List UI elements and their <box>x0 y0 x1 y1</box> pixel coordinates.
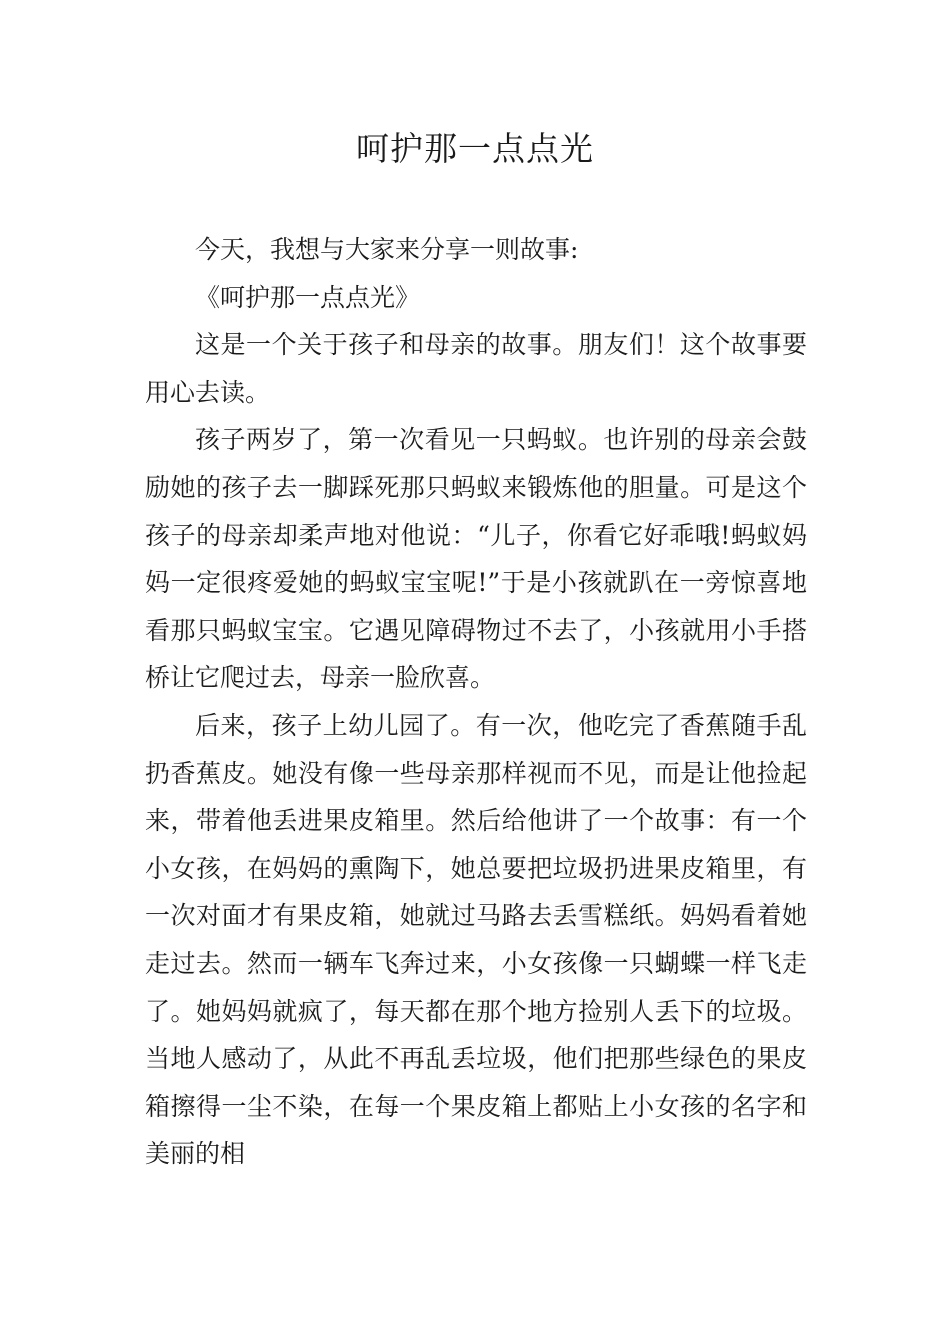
document-body <box>145 226 807 1178</box>
paragraph-story-title: 《呵护那一点点光》 <box>195 282 421 312</box>
document-title: 呵护那一点点光 <box>356 129 594 168</box>
paragraph-preface: 这是一个关于孩子和母亲的故事。朋友们！这个故事要用心去读。 <box>145 330 807 407</box>
paragraph-ant: 孩子两岁了，第一次看见一只蚂蚁。也许别的母亲会鼓励她的孩子去一脚踩死那只蚂蚁来锻炼他的胆量。可是这个孩子的母亲却柔声地对他说：“儿子，你看它好乖哦!蚂蚁妈妈一定很疼爱她的蚂蚁宝宝呢!”于是小孩就趴在一旁惊喜地看那只蚂蚁宝宝。它遇见障碍物过不去了，小孩就用小手搭桥让它爬过去，母亲一脸欣喜。 <box>145 425 807 693</box>
paragraph-intro: 今天，我想与大家来分享一则故事: <box>195 235 579 264</box>
paragraph-kindergarten: 后来，孩子上幼儿园了。有一次，他吃完了香蕉随手乱扔香蕉皮。她没有像一些母亲那样视而不见，而是让他捡起来，带着他丢进果皮箱里。然后给他讲了一个故事：有一个小女孩，在妈妈的熏陶下，她总要把垃圾扔进果皮箱里，有一次对面才有果皮箱，她就过马路去丢雪糕纸。妈妈看着她走过去。然而一辆车飞奔过来，小女孩像一只蝴蝶一样飞走了。她妈妈就疯了，每天都在那个地方捡别人丢下的垃圾。当地人感动了，从此不再乱丢垃圾，他们把那些绿色的果皮箱擦得一尘不染，在每一个果皮箱上都贴上小女孩的名字和美丽的相 <box>145 710 807 1169</box>
